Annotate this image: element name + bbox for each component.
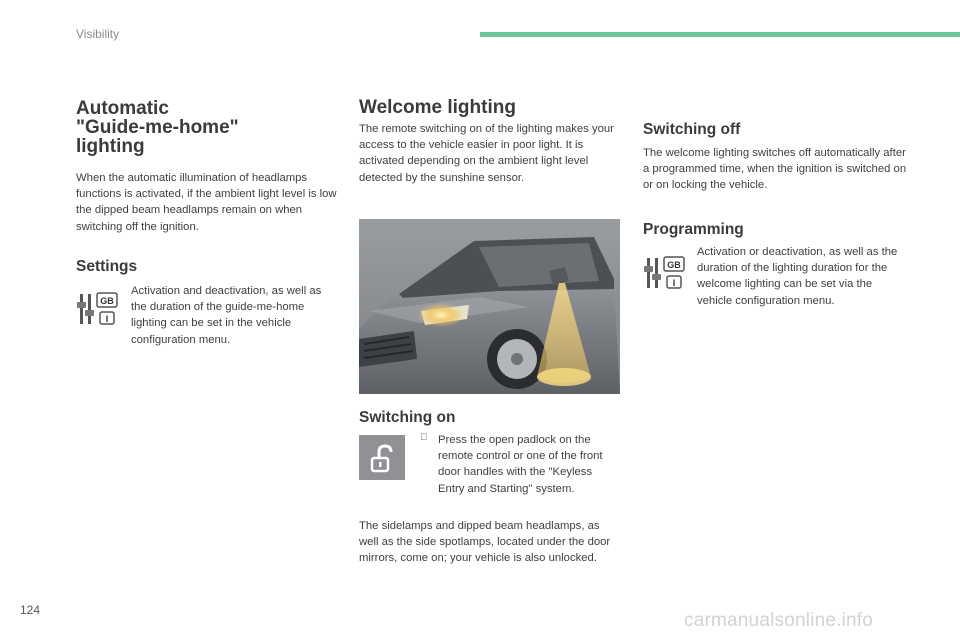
programming-heading: Programming	[643, 221, 744, 238]
vehicle-config-menu-icon	[76, 288, 120, 335]
settings-description: Activation and deactivation, as well as the duration of the guide-me-home lighting can be set in the vehicle configuration menu.	[131, 285, 322, 346]
guide-me-home-description: When the automatic illumination of headlamps functions is activated, if the ambient light level is low the dipped beam headlamps remain on when switching off the ignition.	[76, 172, 337, 233]
programming-description: Activation or deactivation, as well as the duration of the lighting duration for the welcome lighting can be set via the vehicle configuration menu.	[697, 246, 898, 307]
config-icon-label: GB	[100, 296, 114, 306]
switching-off-description: The welcome lighting switches off automatically after a programmed time, when the ignition is switched on or on locking the vehicle.	[643, 147, 907, 192]
section-label: Visibility	[76, 27, 120, 41]
site-watermark: carmanualsonline.info	[684, 610, 874, 631]
welcome-lighting-title: Welcome lighting	[359, 97, 516, 118]
switching-on-instruction	[420, 432, 620, 497]
open-padlock-button-icon	[359, 435, 405, 480]
switching-on-bullet-text: Press the open padlock on the remote control or one of the front door handles with the "Keyless Entry and Starting" system.	[438, 434, 603, 495]
vehicle-config-menu-icon	[643, 252, 687, 299]
switching-on-result: The sidelamps and dipped beam headlamps, as well as the side spotlamps, located under the door mirrors, come on; your vehicle is also unlocked.	[359, 520, 611, 565]
title-line: "Guide-me-home"	[76, 117, 239, 138]
welcome-lighting-description: The remote switching on of the lighting makes your access to the vehicle easier in poor light. It is activated depending on the ambient light level detected by the sunshine sensor.	[359, 123, 614, 184]
guide-me-home-title	[76, 99, 316, 156]
car-spotlamp-illustration	[359, 219, 620, 394]
switching-off-heading: Switching off	[643, 121, 741, 138]
settings-heading: Settings	[76, 258, 138, 275]
bullet-icon	[420, 432, 428, 443]
page-number: 124	[20, 603, 41, 617]
config-icon-sub: I	[105, 314, 109, 324]
switching-on-heading: Switching on	[359, 409, 456, 426]
section-color-bar	[480, 32, 960, 37]
config-icon-label: GB	[667, 260, 681, 270]
title-line: lighting	[76, 136, 145, 157]
title-line: Automatic	[76, 98, 169, 119]
config-icon-sub: I	[672, 278, 676, 288]
